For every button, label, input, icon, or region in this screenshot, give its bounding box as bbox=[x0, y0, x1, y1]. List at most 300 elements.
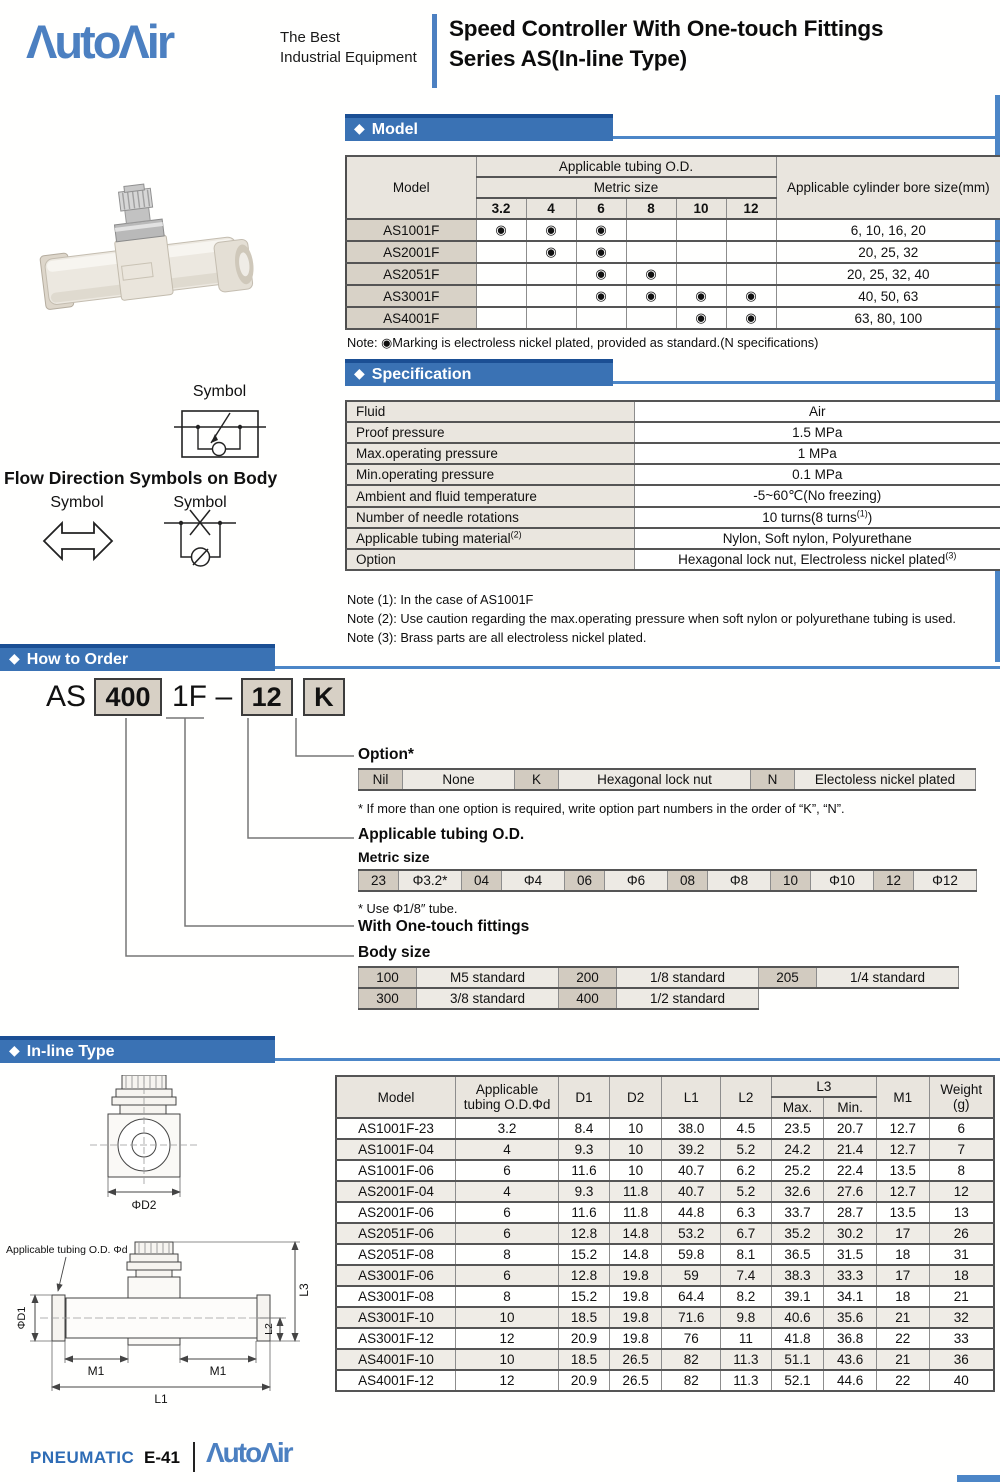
dim-value: 21 bbox=[929, 1286, 994, 1307]
availability-mark: ◉ bbox=[676, 285, 726, 307]
model-table bbox=[345, 155, 1000, 330]
availability-mark bbox=[476, 307, 526, 329]
dim-value: 39.2 bbox=[662, 1139, 721, 1160]
dim-value: 10 bbox=[455, 1307, 558, 1328]
dim-value: 15.2 bbox=[559, 1286, 610, 1307]
dim-value: 36.8 bbox=[824, 1328, 877, 1349]
model-name: AS1001F-23 bbox=[336, 1118, 455, 1139]
dim-value: 59 bbox=[662, 1265, 721, 1286]
dim-value: 20.9 bbox=[559, 1328, 610, 1349]
diamond-icon: ◆ bbox=[354, 120, 365, 136]
part-number bbox=[46, 678, 345, 716]
table-row bbox=[359, 988, 959, 1009]
availability-mark: ◉ bbox=[726, 307, 776, 329]
availability-mark: ◉ bbox=[576, 263, 626, 285]
table-row bbox=[359, 967, 959, 988]
table-row bbox=[346, 485, 1000, 507]
throttle-check-valve-symbol bbox=[162, 508, 238, 572]
spec-value: 1.5 MPa bbox=[634, 422, 1000, 443]
table-row bbox=[336, 1370, 994, 1391]
one-touch-fittings-label: With One-touch fittings bbox=[358, 918, 530, 935]
dim-value: 6 bbox=[455, 1265, 558, 1286]
spec-label: Number of needle rotations bbox=[346, 507, 634, 528]
option-desc: None bbox=[403, 769, 515, 790]
model-name: AS1001F-06 bbox=[336, 1160, 455, 1181]
model-name: AS2001F-06 bbox=[336, 1202, 455, 1223]
dim-value: 40.6 bbox=[771, 1307, 824, 1328]
flow-symbol2-label: Symbol bbox=[173, 494, 227, 511]
dim-value: 11.6 bbox=[559, 1160, 610, 1181]
availability-mark bbox=[726, 241, 776, 263]
model-name: AS4001F-12 bbox=[336, 1370, 455, 1391]
dim-value: 82 bbox=[662, 1349, 721, 1370]
note: Note (2): Use caution regarding the max.operating pressure when soft nylon or polyurethane tubing is used. bbox=[347, 611, 956, 627]
table-row bbox=[336, 1349, 994, 1370]
dim-value: 19.8 bbox=[609, 1307, 662, 1328]
metric-code: 23 bbox=[359, 870, 399, 891]
model-name: AS3001F bbox=[346, 285, 476, 307]
spec-heading: Specification bbox=[371, 366, 472, 383]
availability-mark bbox=[676, 241, 726, 263]
dim-value: 11.3 bbox=[721, 1349, 772, 1370]
body-size-label: Body size bbox=[358, 944, 431, 961]
dim-value: 6 bbox=[455, 1160, 558, 1181]
metric-desc: Φ3.2* bbox=[399, 870, 462, 891]
dim-value: 12 bbox=[929, 1181, 994, 1202]
availability-mark bbox=[676, 219, 726, 241]
dim-value: 13 bbox=[929, 1202, 994, 1223]
tubing-size-header: 3.2 bbox=[476, 198, 526, 219]
body-size-desc: 1/4 standard bbox=[817, 967, 959, 988]
dim-label-l3: L3 bbox=[297, 1283, 311, 1297]
dim-value: 12.8 bbox=[559, 1223, 610, 1244]
table-row bbox=[346, 285, 1000, 307]
table-row bbox=[336, 1139, 994, 1160]
metric-size-table bbox=[358, 869, 977, 892]
dim-label-m1-left: M1 bbox=[87, 1364, 105, 1378]
dim-value: 4.5 bbox=[721, 1118, 772, 1139]
flow-direction-heading: Flow Direction Symbols on Body bbox=[4, 468, 278, 488]
table-row bbox=[346, 528, 1000, 549]
dim-header-tubing: Applicable tubing O.D.Φd bbox=[455, 1076, 558, 1118]
spec-label: Applicable tubing material$^{(2)}$ bbox=[346, 528, 634, 549]
dim-label-l2: L2 bbox=[263, 1323, 275, 1335]
col-header-metric: Metric size bbox=[476, 177, 776, 198]
model-name: AS3001F-06 bbox=[336, 1265, 455, 1286]
dim-value: 34.1 bbox=[824, 1286, 877, 1307]
table-row bbox=[359, 870, 977, 891]
availability-mark bbox=[576, 307, 626, 329]
dim-value: 8 bbox=[455, 1286, 558, 1307]
bore-size: 63, 80, 100 bbox=[776, 307, 1000, 329]
table-row bbox=[336, 1244, 994, 1265]
dim-value: 44.6 bbox=[824, 1370, 877, 1391]
bore-size: 6, 10, 16, 20 bbox=[776, 219, 1000, 241]
footer-divider bbox=[193, 1442, 195, 1472]
part-option-box: K bbox=[303, 678, 345, 716]
page-title bbox=[449, 14, 883, 74]
part-mid: 1F bbox=[172, 680, 208, 713]
dim-label-tubing: Applicable tubing O.D. Φd bbox=[6, 1244, 128, 1256]
dim-value: 5.2 bbox=[721, 1181, 772, 1202]
bore-size: 20, 25, 32, 40 bbox=[776, 263, 1000, 285]
model-name: AS4001F-10 bbox=[336, 1349, 455, 1370]
dim-value: 8 bbox=[455, 1244, 558, 1265]
table-row bbox=[336, 1265, 994, 1286]
table-row bbox=[336, 1202, 994, 1223]
dim-value: 51.1 bbox=[771, 1349, 824, 1370]
tubing-od-label: Applicable tubing O.D. bbox=[358, 826, 525, 843]
dim-value: 6.7 bbox=[721, 1223, 772, 1244]
tubing-size-header: 6 bbox=[576, 198, 626, 219]
dimension-drawing bbox=[4, 1075, 332, 1410]
dim-value: 24.2 bbox=[771, 1139, 824, 1160]
dim-value: 10 bbox=[609, 1160, 662, 1181]
availability-mark bbox=[476, 263, 526, 285]
table-row bbox=[336, 1118, 994, 1139]
body-size-desc: M5 standard bbox=[417, 967, 559, 988]
dim-value: 6 bbox=[455, 1223, 558, 1244]
metric-code: 04 bbox=[462, 870, 502, 891]
speed-controller-symbol bbox=[174, 404, 266, 464]
table-row bbox=[336, 1181, 994, 1202]
option-desc: Hexagonal lock nut bbox=[559, 769, 751, 790]
bidirectional-flow-arrow-icon bbox=[42, 518, 114, 564]
dim-value: 11.8 bbox=[609, 1202, 662, 1223]
availability-mark: ◉ bbox=[626, 263, 676, 285]
availability-mark bbox=[526, 263, 576, 285]
option-code: Nil bbox=[359, 769, 403, 790]
dim-value: 33.3 bbox=[824, 1265, 877, 1286]
option-label: Option* bbox=[358, 746, 414, 763]
spec-label: Fluid bbox=[346, 401, 634, 422]
spec-label: Ambient and fluid temperature bbox=[346, 485, 634, 507]
tubing-size-header: 4 bbox=[526, 198, 576, 219]
table-row bbox=[346, 241, 1000, 263]
spec-label: Proof pressure bbox=[346, 422, 634, 443]
dim-value: 5.2 bbox=[721, 1139, 772, 1160]
dim-label-l1: L1 bbox=[154, 1392, 168, 1406]
availability-mark bbox=[726, 263, 776, 285]
inline-heading: In-line Type bbox=[26, 1043, 115, 1060]
model-section-header bbox=[345, 114, 613, 141]
table-row bbox=[346, 219, 1000, 241]
dim-value: 33.7 bbox=[771, 1202, 824, 1223]
dim-value: 32.6 bbox=[771, 1181, 824, 1202]
dim-value: 19.8 bbox=[609, 1265, 662, 1286]
dim-value: 40 bbox=[929, 1370, 994, 1391]
spec-value: -5~60℃(No freezing) bbox=[634, 485, 1000, 507]
model-name: AS3001F-10 bbox=[336, 1307, 455, 1328]
availability-mark bbox=[476, 241, 526, 263]
option-note: * If more than one option is required, write option part numbers in the order of “K”, “N”. bbox=[358, 801, 845, 816]
dim-value: 6.2 bbox=[721, 1160, 772, 1181]
bore-size: 20, 25, 32 bbox=[776, 241, 1000, 263]
dim-header-l3-max: Max. bbox=[771, 1097, 824, 1118]
tagline-line2: Industrial Equipment bbox=[280, 48, 417, 66]
table-row bbox=[346, 422, 1000, 443]
dim-value: 18 bbox=[876, 1244, 929, 1265]
model-name: AS1001F bbox=[346, 219, 476, 241]
dim-value: 8.4 bbox=[559, 1118, 610, 1139]
dim-value: 3.2 bbox=[455, 1118, 558, 1139]
dim-value: 28.7 bbox=[824, 1202, 877, 1223]
metric-code: 06 bbox=[565, 870, 605, 891]
dim-value: 31.5 bbox=[824, 1244, 877, 1265]
availability-mark bbox=[476, 285, 526, 307]
dim-header-l2: L2 bbox=[721, 1076, 772, 1118]
body-size-code: 200 bbox=[559, 967, 617, 988]
table-row bbox=[336, 1307, 994, 1328]
dim-value: 12 bbox=[455, 1328, 558, 1349]
dim-value: 31 bbox=[929, 1244, 994, 1265]
dim-value: 18.5 bbox=[559, 1307, 610, 1328]
metric-code: 08 bbox=[668, 870, 708, 891]
dim-value: 20.9 bbox=[559, 1370, 610, 1391]
model-name: AS2001F bbox=[346, 241, 476, 263]
dim-value: 8 bbox=[929, 1160, 994, 1181]
brand-logo: ΛutoΛir bbox=[26, 15, 173, 68]
dim-header-d2: D2 bbox=[609, 1076, 662, 1118]
model-name: AS1001F-04 bbox=[336, 1139, 455, 1160]
dim-value: 64.4 bbox=[662, 1286, 721, 1307]
dim-value: 10 bbox=[455, 1349, 558, 1370]
model-note: Note: ◉Marking is electroless nickel plated, provided as standard.(N specifications) bbox=[347, 335, 819, 350]
dim-value: 38.0 bbox=[662, 1118, 721, 1139]
dim-value: 11.8 bbox=[609, 1181, 662, 1202]
dim-value: 21 bbox=[876, 1307, 929, 1328]
dim-value: 26 bbox=[929, 1223, 994, 1244]
model-name: AS3001F-08 bbox=[336, 1286, 455, 1307]
dim-value: 35.2 bbox=[771, 1223, 824, 1244]
flow-symbol1-label: Symbol bbox=[50, 494, 104, 511]
spec-label: Max.operating pressure bbox=[346, 443, 634, 464]
col-header-tubing: Applicable tubing O.D. bbox=[476, 156, 776, 177]
dim-value: 35.6 bbox=[824, 1307, 877, 1328]
dim-value: 41.8 bbox=[771, 1328, 824, 1349]
metric-desc: Φ10 bbox=[811, 870, 874, 891]
main-symbol-label: Symbol bbox=[192, 383, 247, 400]
dim-value: 11.6 bbox=[559, 1202, 610, 1223]
part-prefix: AS bbox=[46, 680, 87, 713]
dim-value: 23.5 bbox=[771, 1118, 824, 1139]
dim-value: 10 bbox=[609, 1118, 662, 1139]
metric-desc: Φ8 bbox=[708, 870, 771, 891]
table-row bbox=[346, 307, 1000, 329]
dim-value: 12 bbox=[455, 1370, 558, 1391]
availability-mark bbox=[526, 285, 576, 307]
dim-value: 19.8 bbox=[609, 1328, 662, 1349]
tubing-size-header: 8 bbox=[626, 198, 676, 219]
table-row bbox=[336, 1076, 994, 1097]
dim-value: 59.8 bbox=[662, 1244, 721, 1265]
availability-mark bbox=[626, 219, 676, 241]
availability-mark: ◉ bbox=[626, 285, 676, 307]
page-title-line1: Speed Controller With One-touch Fittings bbox=[449, 16, 884, 41]
diamond-icon: ◆ bbox=[9, 1042, 20, 1058]
diamond-icon: ◆ bbox=[9, 650, 20, 666]
page-title-line2: Series AS(In-line Type) bbox=[449, 46, 687, 72]
dim-value: 32 bbox=[929, 1307, 994, 1328]
footer-brand-logo: ΛutoΛir bbox=[206, 1437, 292, 1468]
dim-value: 15.2 bbox=[559, 1244, 610, 1265]
dim-value: 10 bbox=[609, 1139, 662, 1160]
table-row bbox=[346, 443, 1000, 464]
dim-value: 19.8 bbox=[609, 1286, 662, 1307]
dim-value: 40.7 bbox=[662, 1160, 721, 1181]
dim-label-d1: ΦD1 bbox=[16, 1306, 28, 1330]
dim-value: 11.3 bbox=[721, 1370, 772, 1391]
dim-value: 33 bbox=[929, 1328, 994, 1349]
metric-note: * Use Φ1/8″ tube. bbox=[358, 901, 458, 916]
dim-value: 26.5 bbox=[609, 1349, 662, 1370]
table-row bbox=[346, 464, 1000, 485]
page-corner-bar bbox=[957, 1475, 1000, 1482]
dim-header-l1: L1 bbox=[662, 1076, 721, 1118]
dim-value: 20.7 bbox=[824, 1118, 877, 1139]
availability-mark: ◉ bbox=[476, 219, 526, 241]
model-heading: Model bbox=[371, 121, 418, 138]
option-code: N bbox=[751, 769, 795, 790]
dim-value: 14.8 bbox=[609, 1223, 662, 1244]
dim-value: 40.7 bbox=[662, 1181, 721, 1202]
metric-code: 12 bbox=[874, 870, 914, 891]
dim-value: 12.7 bbox=[876, 1181, 929, 1202]
dim-value: 71.6 bbox=[662, 1307, 721, 1328]
note: Note (3): Brass parts are all electroless nickel plated. bbox=[347, 630, 647, 646]
spec-label: Min.operating pressure bbox=[346, 464, 634, 485]
spec-section-header bbox=[345, 359, 613, 386]
tubing-size-header: 10 bbox=[676, 198, 726, 219]
dim-value: 8.2 bbox=[721, 1286, 772, 1307]
dim-value: 7.4 bbox=[721, 1265, 772, 1286]
order-section-header bbox=[0, 644, 275, 671]
table-row bbox=[346, 156, 1000, 177]
part-body-size-box: 400 bbox=[94, 678, 161, 716]
dim-value: 22 bbox=[876, 1328, 929, 1349]
dim-value: 27.6 bbox=[824, 1181, 877, 1202]
table-row bbox=[336, 1286, 994, 1307]
metric-size-label: Metric size bbox=[358, 849, 430, 865]
dim-value: 11 bbox=[721, 1328, 772, 1349]
dim-value: 9.3 bbox=[559, 1181, 610, 1202]
availability-mark bbox=[676, 263, 726, 285]
table-row bbox=[336, 1160, 994, 1181]
spec-value: Nylon, Soft nylon, Polyurethane bbox=[634, 528, 1000, 549]
model-name: AS2051F-08 bbox=[336, 1244, 455, 1265]
availability-mark bbox=[726, 219, 776, 241]
availability-mark: ◉ bbox=[576, 219, 626, 241]
model-name: AS3001F-12 bbox=[336, 1328, 455, 1349]
dim-value: 82 bbox=[662, 1370, 721, 1391]
spec-value: 10 turns(8 turns$^{(1)}$) bbox=[634, 507, 1000, 528]
dim-value: 4 bbox=[455, 1181, 558, 1202]
dim-value: 9.8 bbox=[721, 1307, 772, 1328]
model-name: AS4001F bbox=[346, 307, 476, 329]
metric-desc: Φ6 bbox=[605, 870, 668, 891]
body-size-code: 400 bbox=[559, 988, 617, 1009]
metric-code: 10 bbox=[771, 870, 811, 891]
dim-value: 7 bbox=[929, 1139, 994, 1160]
col-header-bore: Applicable cylinder bore size(mm) bbox=[776, 156, 1000, 219]
spec-notes bbox=[347, 590, 956, 648]
dim-label-d2: ΦD2 bbox=[131, 1198, 157, 1212]
dim-value: 6 bbox=[455, 1202, 558, 1223]
availability-mark: ◉ bbox=[576, 241, 626, 263]
model-name: AS2051F-06 bbox=[336, 1223, 455, 1244]
spec-value: Air bbox=[634, 401, 1000, 422]
dim-value: 6 bbox=[929, 1118, 994, 1139]
dim-header-m1: M1 bbox=[876, 1076, 929, 1118]
dimension-table bbox=[335, 1075, 995, 1392]
dim-value: 18 bbox=[876, 1286, 929, 1307]
order-heading: How to Order bbox=[26, 651, 129, 668]
dim-value: 17 bbox=[876, 1223, 929, 1244]
table-row bbox=[336, 1328, 994, 1349]
dim-header-d1: D1 bbox=[559, 1076, 610, 1118]
spec-table bbox=[345, 400, 1000, 571]
availability-mark: ◉ bbox=[576, 285, 626, 307]
table-row bbox=[336, 1223, 994, 1244]
availability-mark bbox=[626, 307, 676, 329]
dim-value: 6.3 bbox=[721, 1202, 772, 1223]
diamond-icon: ◆ bbox=[354, 365, 365, 381]
dim-value: 14.8 bbox=[609, 1244, 662, 1265]
dim-value: 22.4 bbox=[824, 1160, 877, 1181]
dim-value: 17 bbox=[876, 1265, 929, 1286]
spec-value: 0.1 MPa bbox=[634, 464, 1000, 485]
dim-value: 44.8 bbox=[662, 1202, 721, 1223]
availability-mark: ◉ bbox=[676, 307, 726, 329]
dim-value: 22 bbox=[876, 1370, 929, 1391]
dim-value: 38.3 bbox=[771, 1265, 824, 1286]
product-photo bbox=[38, 183, 260, 335]
dim-value: 76 bbox=[662, 1328, 721, 1349]
spec-value: 1 MPa bbox=[634, 443, 1000, 464]
option-code: K bbox=[515, 769, 559, 790]
dim-value: 12.8 bbox=[559, 1265, 610, 1286]
dim-value: 13.5 bbox=[876, 1202, 929, 1223]
dim-label-m1-right: M1 bbox=[209, 1364, 227, 1378]
body-size-desc: 1/2 standard bbox=[617, 988, 759, 1009]
dim-value: 43.6 bbox=[824, 1349, 877, 1370]
dim-value: 8.1 bbox=[721, 1244, 772, 1265]
footer-category: PNEUMATIC bbox=[30, 1448, 135, 1467]
body-size-desc: 1/8 standard bbox=[617, 967, 759, 988]
availability-mark: ◉ bbox=[526, 241, 576, 263]
model-name: AS2001F-04 bbox=[336, 1181, 455, 1202]
dim-value: 25.2 bbox=[771, 1160, 824, 1181]
dim-value: 26.5 bbox=[609, 1370, 662, 1391]
dim-header-l3: L3 bbox=[771, 1076, 876, 1097]
tagline-line1: The Best bbox=[280, 29, 341, 46]
dim-value: 52.1 bbox=[771, 1370, 824, 1391]
dim-value: 53.2 bbox=[662, 1223, 721, 1244]
part-size-box: 12 bbox=[241, 678, 293, 716]
option-table bbox=[358, 768, 976, 791]
metric-desc: Φ4 bbox=[502, 870, 565, 891]
table-row bbox=[359, 769, 976, 790]
body-size-code: 205 bbox=[759, 967, 817, 988]
title-divider bbox=[432, 14, 437, 88]
model-name: AS2051F bbox=[346, 263, 476, 285]
body-size-desc: 3/8 standard bbox=[417, 988, 559, 1009]
dim-value: 39.1 bbox=[771, 1286, 824, 1307]
body-size-code: 100 bbox=[359, 967, 417, 988]
option-desc: Electoless nickel plated bbox=[795, 769, 976, 790]
spec-value: Hexagonal lock nut, Electroless nickel plated$^{(3)}$ bbox=[634, 549, 1000, 570]
col-header-model: Model bbox=[346, 156, 476, 219]
